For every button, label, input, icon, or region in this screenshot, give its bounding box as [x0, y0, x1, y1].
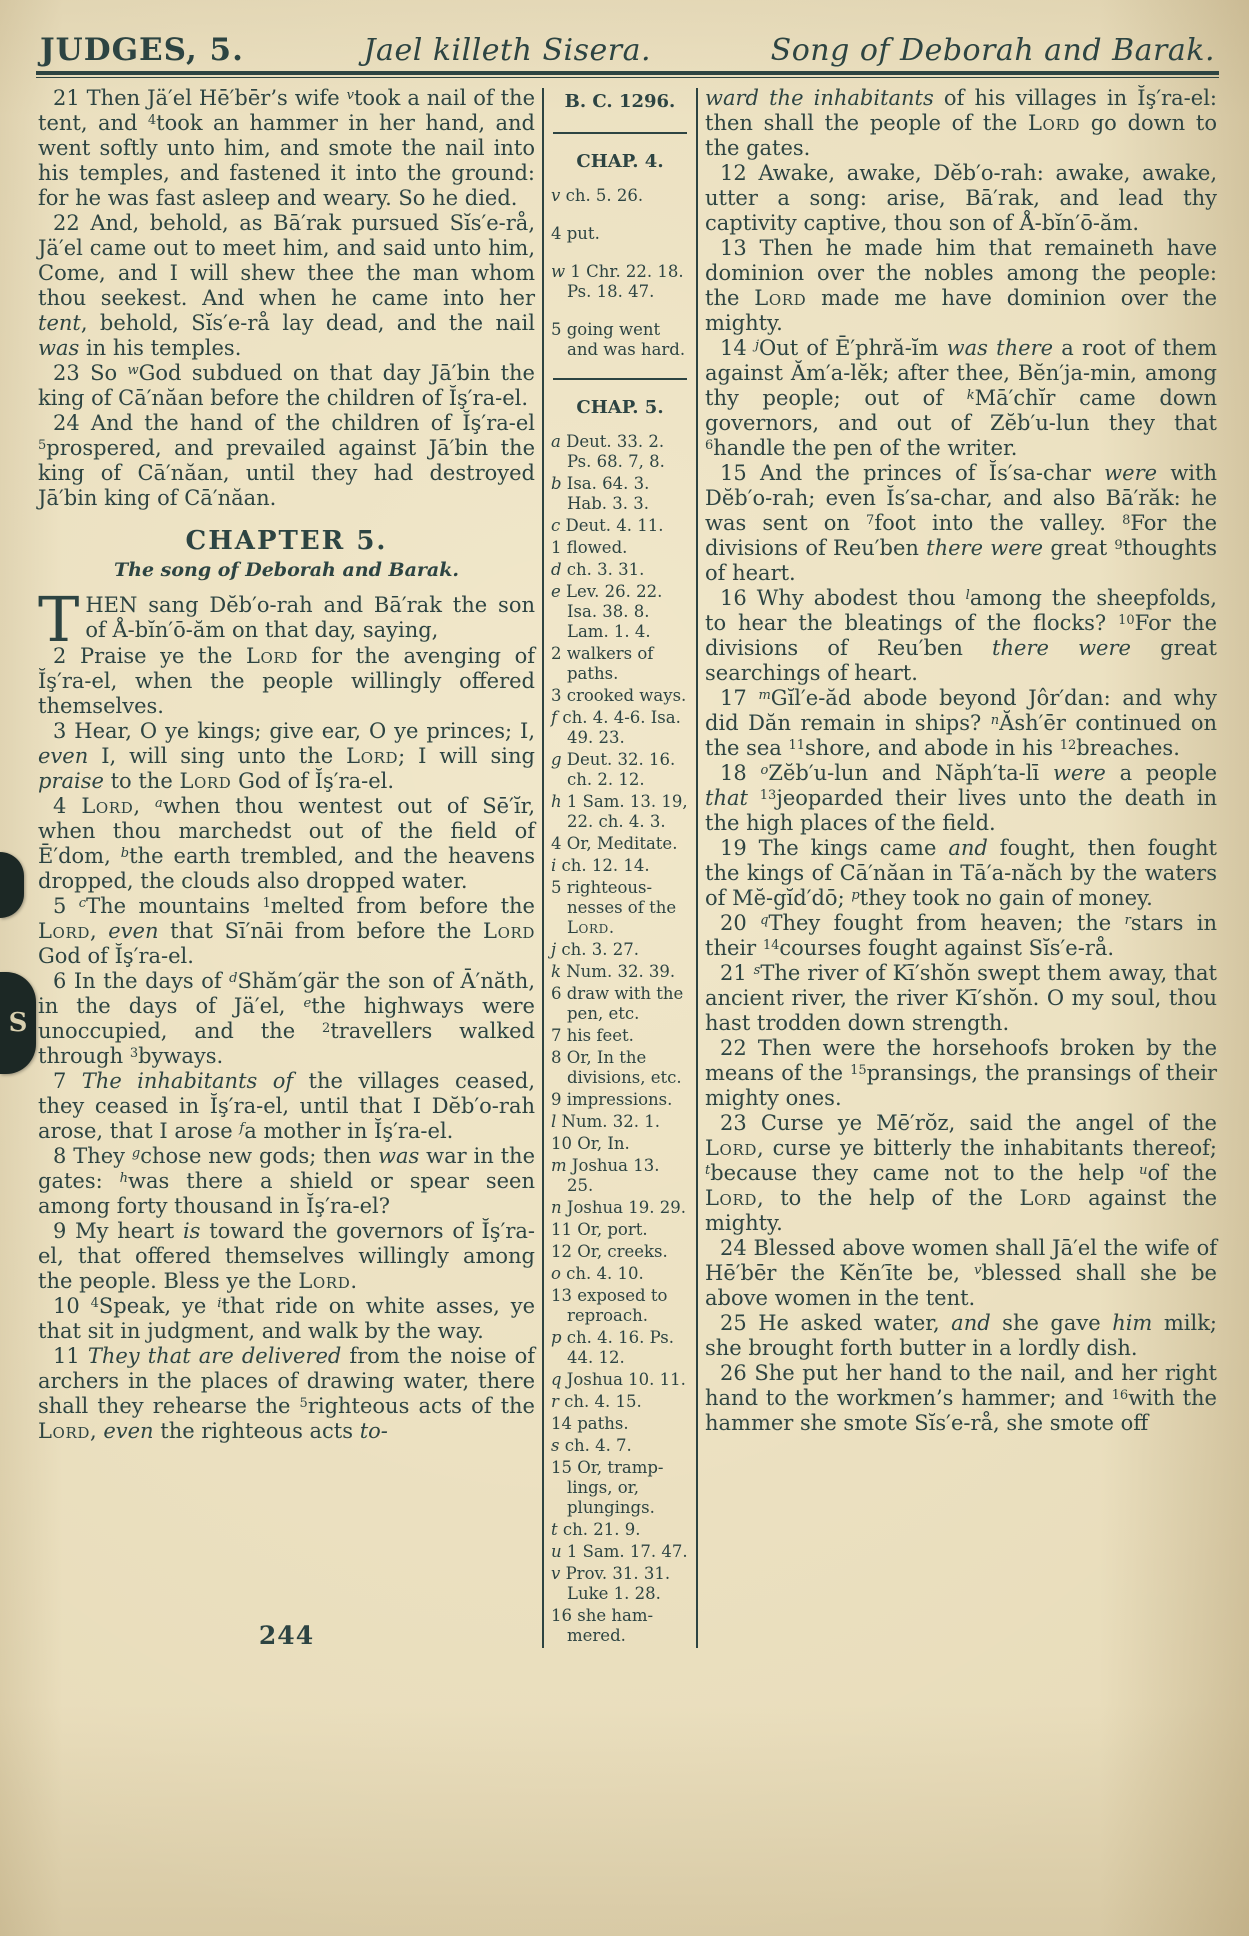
verse-paragraph: 17 $^m$Gĭl′e-ăd abode beyond Jôr′dan: and why did Dăn remain in ships? $^n$Ăsh′ēr continued on the sea $^{11}$shore, and abode in his $^{12}$breaches.	[705, 686, 1217, 760]
cross-reference: k Num. 32. 39.	[551, 962, 676, 981]
cross-reference: o ch. 4. 10.	[551, 1264, 644, 1283]
book-chapter-reference: JUDGES, 5.	[40, 32, 244, 68]
cross-reference: 16 she ham-mered.	[551, 1606, 654, 1645]
verse-paragraph: 20 $^q$They fought from heaven; the $^r$stars in their $^{14}$courses fought against Sĭs′e-rå.	[705, 911, 1217, 960]
reference-section	[551, 390, 689, 1648]
right-text-column	[705, 86, 1221, 1648]
verse-paragraph: ward the inhabitants of his villages in Ĭş′ra-el: then shall the people of the Lord go down to the gates.	[705, 86, 1218, 160]
cross-reference: 14 paths.	[551, 1414, 629, 1433]
verse-paragraph: 2 Praise ye the Lord for the avenging of Ĭş′ra-el, when the people willingly offered themselves.	[38, 644, 535, 718]
verse-paragraph: 3 Hear, O ye kings; give ear, O ye princes; I, even I, will sing unto the Lord; I will sing praise to the Lord God of Ĭş′ra-el.	[38, 719, 535, 793]
column-rule-right	[696, 88, 698, 1648]
cross-reference: 2 walkers of paths.	[551, 644, 654, 683]
text-columns	[0, 86, 1249, 1648]
cross-reference: 12 Or, creeks.	[551, 1242, 668, 1261]
verse-paragraph: 23 Curse ye Mē′rŏz, said the angel of the Lord, curse ye bitterly the inhabitants thereof; $^t$because they came not to the help $^u$of the Lord, to the help of the Lord against the mighty.	[705, 1111, 1217, 1235]
verse-paragraph: 19 The kings came and fought, then fought the kings of Cā′năan in Tā′a-năch by the waters of Mĕ-gĭd′dō; $^p$they took no gain of money.	[705, 836, 1217, 910]
verse-paragraph: 22 Then were the horsehoofs broken by the means of the $^{15}$pransings, the pransings of their mighty ones.	[705, 1036, 1218, 1110]
cross-reference: p ch. 4. 16. Ps. 44. 12.	[551, 1328, 675, 1367]
cross-reference: 10 Or, In.	[551, 1134, 630, 1153]
verse-paragraph: 5 $^c$The mountains $^1$melted from before the Lord, even that Sī′nāi from before the Lord God of Ĭş′ra-el.	[38, 894, 535, 968]
running-title-right: Song of Deborah and Barak.	[770, 33, 1215, 68]
verse-paragraph: 24 And the hand of the children of Ĭş′ra-el $^5$prospered, and prevailed against Jā′bin the king of Cā′năan, until they had destroyed Jā′bin king of Cā′năan.	[38, 411, 535, 510]
cross-reference: i ch. 12. 14.	[551, 856, 650, 875]
verse-paragraph: 4 Lord, $^a$when thou wentest out of Sē′ĭr, when thou marchedst out of the field of Ē′dom, $^b$the earth trembled, and the heavens dropped, the clouds also dropped water.	[38, 794, 536, 893]
cross-reference: v ch. 5. 26.	[551, 186, 644, 205]
verse-paragraph: 13 Then he made him that remaineth have dominion over the nobles among the people: the Lord made me have dominion over the mighty.	[705, 236, 1217, 335]
cross-reference: 11 Or, port.	[551, 1220, 648, 1239]
verse-paragraph: 15 And the princes of Ĭs′sa-char were with Dĕb′o-rah; even Ĭs′sa-char, and also Bā′răk: he was sent on $^7$foot into the valley. $^8$For the divisions of Reu′ben there were great $^9$thoughts of heart.	[705, 461, 1218, 585]
cross-reference: n Joshua 19. 29.	[551, 1198, 686, 1217]
verse-paragraph: 22 And, behold, as Bā′rak pursued Sĭs′e-rå, Jä′el came out to meet him, and said unto him, Come, and I will shew thee the man whom thou seekest. And when he came into her tent, behold, Sĭs′e-rå lay dead, and the nail was in his temples.	[38, 211, 535, 360]
verse-paragraph: 26 She put her hand to the nail, and her right hand to the workmen’s hammer; and $^{16}$with the hammer she smote Sĭs′e-rå, she smote off	[705, 1361, 1217, 1435]
cross-reference: 8 Or, In the divisions, etc.	[551, 1048, 682, 1087]
running-title-left: Jael killeth Sisera.	[363, 33, 652, 68]
cross-reference: s ch. 4. 7.	[551, 1436, 632, 1455]
cross-reference: 13 exposed to reproach.	[551, 1286, 668, 1325]
verse-paragraph: 16 Why abodest thou $^l$among the sheepfolds, to hear the bleatings of the flocks? $^{10}$For the divisions of Reu′ben there were great searchings of heart.	[705, 586, 1218, 685]
verse-paragraph: 25 He asked water, and she gave him milk; she brought forth butter in a lordly dish.	[705, 1311, 1217, 1360]
reference-chapter-heading: CHAP. 4.	[576, 151, 664, 172]
cross-reference: d ch. 3. 31.	[551, 560, 645, 579]
cross-reference: f ch. 4. 4-6. Isa. 49. 23.	[551, 708, 681, 747]
verse-paragraph: 18 $^o$Zĕb′u-lun and Năph′ta-lī were a people that $^{13}$jeoparded their lives unto the death in the high places of the field.	[705, 761, 1217, 835]
cross-reference: g Deut. 32. 16. ch. 2. 12.	[551, 750, 676, 789]
verse-paragraph: 14 $^j$Out of Ē′phră-ĭm was there a root of them against Ăm′a-lĕk; after thee, Bĕn′ja-min, among thy people; out of $^k$Mā′chĭr came down governors, and out of Zĕb′u-lun they that $^6$handle the pen of the writer.	[705, 336, 1217, 460]
cross-reference: 5 righteous-nesses of the Lord.	[551, 878, 677, 937]
verse-paragraph: 11 They that are delivered from the noise of archers in the places of drawing water, there shall they rehearse the $^5$righteous acts of the Lord, even the righteous acts to-	[38, 1344, 536, 1443]
cross-reference: c Deut. 4. 11.	[551, 516, 664, 535]
cross-reference: e Lev. 26. 22. Isa. 38. 8. Lam. 1. 4.	[551, 582, 663, 641]
verse-paragraph: 21 $^s$The river of Kī′shŏn swept them away, that ancient river, the river Kī′shŏn. O my soul, thou hast trodden down strength.	[705, 961, 1217, 1035]
left-text-column	[38, 86, 535, 1648]
cross-reference: 7 his feet.	[551, 1026, 634, 1045]
reference-column	[551, 86, 689, 1648]
chapter-subtitle: The song of Deborah and Barak.	[114, 559, 459, 581]
cross-reference: w 1 Chr. 22. 18. Ps. 18. 47.	[551, 262, 684, 301]
cross-reference: 9 impressions.	[551, 1090, 673, 1109]
cross-reference: a Deut. 33. 2. Ps. 68. 7, 8.	[551, 432, 665, 471]
reference-section	[551, 144, 689, 390]
verse-paragraph: 23 So $^w$God subdued on that day Jā′bin the king of Cā′năan before the children of Ĭş′ra-el.	[38, 361, 535, 410]
reference-chapter-heading: CHAP. 5.	[576, 397, 664, 418]
right-column-verses	[705, 86, 1217, 1436]
verse-paragraph: 6 In the days of $^d$Shăm′gär the son of Ā′năth, in the days of Jä′el, $^e$the highways were unoccupied, and the $^2$travellers walked through $^3$byways.	[38, 969, 536, 1068]
divider-rule	[553, 132, 687, 134]
cross-reference: 3 crooked ways.	[551, 686, 687, 705]
verse-paragraph: 24 Blessed above women shall Jā′el the wife of Hē′bēr the Kĕn′īte be, $^v$blessed shall she be above women in the tent.	[705, 1236, 1217, 1310]
bc-date: B. C. 1296.	[564, 91, 676, 112]
chapter5-verses	[38, 644, 535, 1444]
verse-paragraph: 8 They $^g$chose new gods; then was war in the gates: $^h$was there a shield or spear seen among forty thousand in Ĭş′ra-el?	[38, 1144, 536, 1218]
cross-reference: 4 Or, Meditate.	[551, 834, 678, 853]
verse-paragraph: 7 The inhabitants of the villages ceased, they ceased in Ĭş′ra-el, until that I Dĕb′o-rah arose, that I arose $^f$a mother in Ĭş′ra-el.	[38, 1069, 535, 1143]
thumb-index-tab: S	[0, 972, 36, 1074]
cross-reference: j ch. 3. 27.	[551, 940, 639, 959]
cross-reference: l Num. 32. 1.	[551, 1112, 660, 1131]
verse-paragraph: 10 $^4$Speak, ye $^i$that ride on white asses, ye that sit in judgment, and walk by the way.	[38, 1294, 535, 1343]
cross-reference: 15 Or, tramp-lings, or, plungings.	[551, 1458, 664, 1517]
verse-paragraph: 9 My heart is toward the governors of Ĭş′ra-el, that offered themselves willingly among the people. Bless ye the Lord.	[38, 1219, 535, 1293]
cross-reference: t ch. 21. 9.	[551, 1520, 641, 1539]
drop-cap: T	[38, 583, 80, 656]
cross-reference: v Prov. 31. 31. Luke 1. 28.	[551, 1564, 671, 1603]
cross-reference: h 1 Sam. 13. 19, 22. ch. 4. 3.	[551, 792, 688, 831]
cross-reference: q Joshua 10. 11.	[551, 1370, 686, 1389]
cross-reference: r ch. 4. 15.	[551, 1392, 642, 1411]
reference-sections	[551, 144, 689, 1648]
cross-reference: 1 flowed.	[551, 538, 628, 557]
cross-reference: 6 draw with the pen, etc.	[551, 984, 684, 1023]
column-rule-left	[542, 88, 544, 1648]
header-divider-rule	[36, 71, 1219, 78]
cross-reference: b Isa. 64. 3. Hab. 3. 3.	[551, 474, 650, 513]
cross-reference: 4 put.	[551, 224, 600, 243]
page-number: 244	[258, 1621, 315, 1650]
cross-reference: m Joshua 13. 25.	[551, 1156, 660, 1195]
page-header	[0, 0, 1249, 71]
cross-reference: 5 going went and was hard.	[551, 320, 686, 359]
verse-paragraph: 21 Then Jä′el Hē′bēr’s wife $^v$took a nail of the tent, and $^4$took an hammer in her hand, and went softly unto him, and smote the nail into his temples, and fastened it into the ground: for he was fast asleep and weary. So he died.	[38, 86, 535, 210]
divider-rule	[553, 378, 687, 380]
verse-paragraph: 12 Awake, awake, Dĕb′o-rah: awake, awake, utter a song: arise, Bā′rak, and lead thy captivity captive, thou son of Å-bĭn′ō-ăm.	[705, 161, 1217, 235]
chapter-heading: CHAPTER 5.	[185, 526, 388, 556]
chapter4-verses	[38, 86, 535, 511]
verse-paragraph-dropcap: THEN sang Dĕb′o-rah and Bā′rak the son of Å-bĭn′ō-ăm on that day, saying,	[38, 583, 535, 656]
cross-reference: u 1 Sam. 17. 47.	[551, 1542, 688, 1561]
